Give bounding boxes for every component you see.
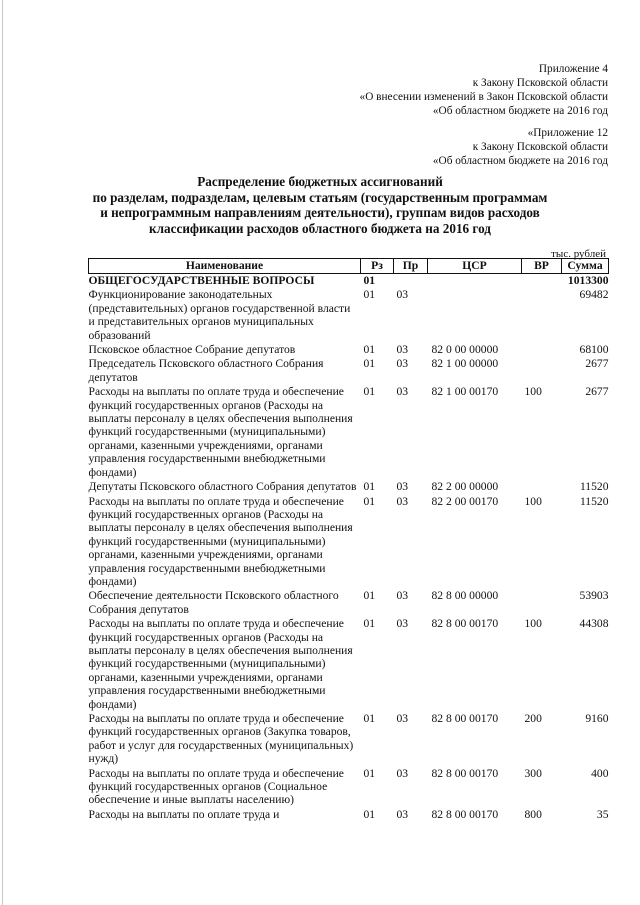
budget-table <box>88 258 609 822</box>
header-csr: ЦСР <box>428 259 522 274</box>
cell-name: Расходы на выплаты по оплате труда и обеспечение функций государственных органов (Социальное обеспечение и иные выплаты населению) <box>88 766 344 807</box>
scan-left-edge <box>2 0 3 905</box>
cell-vr <box>522 274 562 289</box>
cell-sum: 35 <box>596 807 609 821</box>
cell-vr: 100 <box>524 385 542 399</box>
cell-csr: 82 8 00 00170 <box>431 712 499 725</box>
cell-csr: 82 1 00 00170 <box>431 385 499 399</box>
cell-rz: 01 <box>363 288 376 302</box>
cell-pr: 03 <box>396 494 409 508</box>
cell-name: Депутаты Псковского областного Собрания депутатов <box>88 480 357 494</box>
cell-rz: 01 <box>363 617 376 631</box>
cell-rz: 01 <box>363 343 376 357</box>
header-rz: Рз <box>361 259 394 274</box>
appendix-line: «О внесении изменений в Закон Псковской области <box>359 91 608 103</box>
cell-name: ОБЩЕГОСУДАРСТВЕННЫЕ ВОПРОСЫ <box>88 274 315 287</box>
cell-csr: 82 2 00 00170 <box>431 494 499 508</box>
table-row <box>89 495 609 590</box>
cell-vr <box>522 480 562 494</box>
cell-sum: 44308 <box>579 617 609 631</box>
cell-sum: 68100 <box>579 343 609 357</box>
cell-name: Псковское областное Собрание депутатов <box>88 343 296 357</box>
table-row <box>89 617 609 712</box>
cell-sum: 1013300 <box>567 274 609 287</box>
appendix-line: Приложение 4 <box>538 63 608 75</box>
cell-csr: 82 2 00 00000 <box>431 480 499 494</box>
cell-name: Расходы на выплаты по оплате труда и обеспечение функций государственных органов (Расходы на выплаты персоналу в целях обеспечения выполнения функций государственными (муниципальными) органами, казенными учреждениями, органами управления государственными внебюджетными фондами) <box>88 494 353 588</box>
header-vr: ВР <box>522 259 562 274</box>
cell-vr: 100 <box>524 494 542 508</box>
cell-name: Председатель Псковского областного Собрания депутатов <box>88 357 324 384</box>
cell-rz: 01 <box>363 357 376 371</box>
cell-vr <box>522 589 562 617</box>
cell-vr <box>522 288 562 343</box>
table-row <box>89 589 609 617</box>
cell-csr: 82 1 00 00000 <box>431 357 499 371</box>
cell-pr: 03 <box>396 712 409 725</box>
cell-pr: 03 <box>396 589 409 603</box>
cell-pr: 03 <box>396 480 409 494</box>
cell-rz: 01 <box>363 807 376 821</box>
appendix-line: «Приложение 12 <box>527 127 608 139</box>
header-name: Наименование <box>89 259 361 274</box>
appendix-line: «Об областном бюджете на 2016 год <box>432 105 608 117</box>
cell-csr: 82 8 00 00000 <box>431 589 499 603</box>
table-row <box>89 274 609 289</box>
cell-rz: 01 <box>363 480 376 494</box>
cell-vr: 100 <box>524 617 542 631</box>
cell-sum: 11520 <box>579 480 609 494</box>
table-row <box>89 767 609 808</box>
cell-csr <box>428 274 522 289</box>
cell-rz: 01 <box>363 494 376 508</box>
cell-name: Расходы на выплаты по оплате труда и обеспечение функций государственных органов (Расходы на выплаты персоналу в целях обеспечения выполнения функций государственными (муниципальными) органами, казенными учреждениями, органами управления государственными внебюджетными фондами) <box>88 617 353 711</box>
table-row <box>89 808 609 822</box>
cell-vr: 300 <box>524 766 542 780</box>
cell-pr: 03 <box>396 343 409 357</box>
header-pr: Пр <box>394 259 428 274</box>
title-line: классификации расходов областного бюджета на 2016 год <box>149 220 491 236</box>
appendix-line: «Об областном бюджете на 2016 год <box>432 155 608 167</box>
appendix-12-header <box>433 126 608 168</box>
table-header-row <box>89 259 609 274</box>
cell-sum: 69482 <box>579 288 609 302</box>
appendix-line: к Закону Псковской области <box>472 141 608 153</box>
cell-sum: 400 <box>591 766 609 780</box>
cell-pr <box>394 274 428 289</box>
cell-rz: 01 <box>363 385 376 399</box>
header-sum: Сумма <box>562 259 609 274</box>
table-row <box>89 385 609 480</box>
document-title <box>60 174 580 236</box>
title-line: Распределение бюджетных ассигнований <box>197 174 443 189</box>
cell-csr: 82 8 00 00170 <box>431 807 499 821</box>
cell-name: Расходы на выплаты по оплате труда и обеспечение функций государственных органов (Закупка товаров, работ и услуг для государственных (муниципальных) нужд) <box>88 712 354 766</box>
cell-name: Функционирование законодательных (представительных) органов государственной власти и представительных органов муниципальных образований <box>88 288 351 342</box>
cell-pr: 03 <box>396 385 409 399</box>
cell-pr: 03 <box>396 807 409 821</box>
title-line: и непрограммным направлениям деятельности), группам видов расходов <box>100 205 540 220</box>
cell-sum: 11520 <box>579 494 609 508</box>
table-row <box>89 288 609 343</box>
cell-name: Расходы на выплаты по оплате труда и обеспечение функций государственных органов (Расходы на выплаты персоналу в целях обеспечения выполнения функций государственными (муниципальными) органами, казенными учреждениями, органами управления государственными внебюджетными фондами) <box>88 385 353 479</box>
cell-csr: 82 0 00 00000 <box>431 343 499 357</box>
cell-csr <box>428 288 522 343</box>
title-line: по разделам, подразделам, целевым статьям (государственным программам <box>92 189 548 205</box>
table-body <box>89 274 609 823</box>
cell-vr <box>522 343 562 357</box>
cell-sum: 9160 <box>585 712 609 725</box>
cell-rz: 01 <box>363 766 376 780</box>
table-row <box>89 357 609 385</box>
cell-sum: 2677 <box>585 385 609 399</box>
cell-pr: 03 <box>396 617 409 631</box>
cell-vr: 800 <box>524 807 542 821</box>
table-row <box>89 712 609 767</box>
units-label: тыс. рублей <box>551 248 606 260</box>
cell-rz: 01 <box>363 589 376 603</box>
cell-pr: 03 <box>396 288 409 302</box>
cell-name: Расходы на выплаты по оплате труда и <box>88 807 280 821</box>
cell-csr: 82 8 00 00170 <box>431 617 499 631</box>
cell-sum: 2677 <box>585 357 609 371</box>
cell-vr: 200 <box>524 712 542 725</box>
cell-rz: 01 <box>363 712 376 725</box>
cell-name: Обеспечение деятельности Псковского областного Собрания депутатов <box>88 589 339 616</box>
table-row <box>89 480 609 494</box>
cell-pr: 03 <box>396 357 409 371</box>
cell-rz: 01 <box>363 274 376 287</box>
table-row <box>89 343 609 357</box>
appendix-4-header <box>360 62 608 118</box>
cell-csr: 82 8 00 00170 <box>431 766 499 780</box>
appendix-line: к Закону Псковской области <box>472 77 608 89</box>
cell-vr <box>522 357 562 385</box>
cell-sum: 53903 <box>579 589 609 603</box>
cell-pr: 03 <box>396 766 409 780</box>
